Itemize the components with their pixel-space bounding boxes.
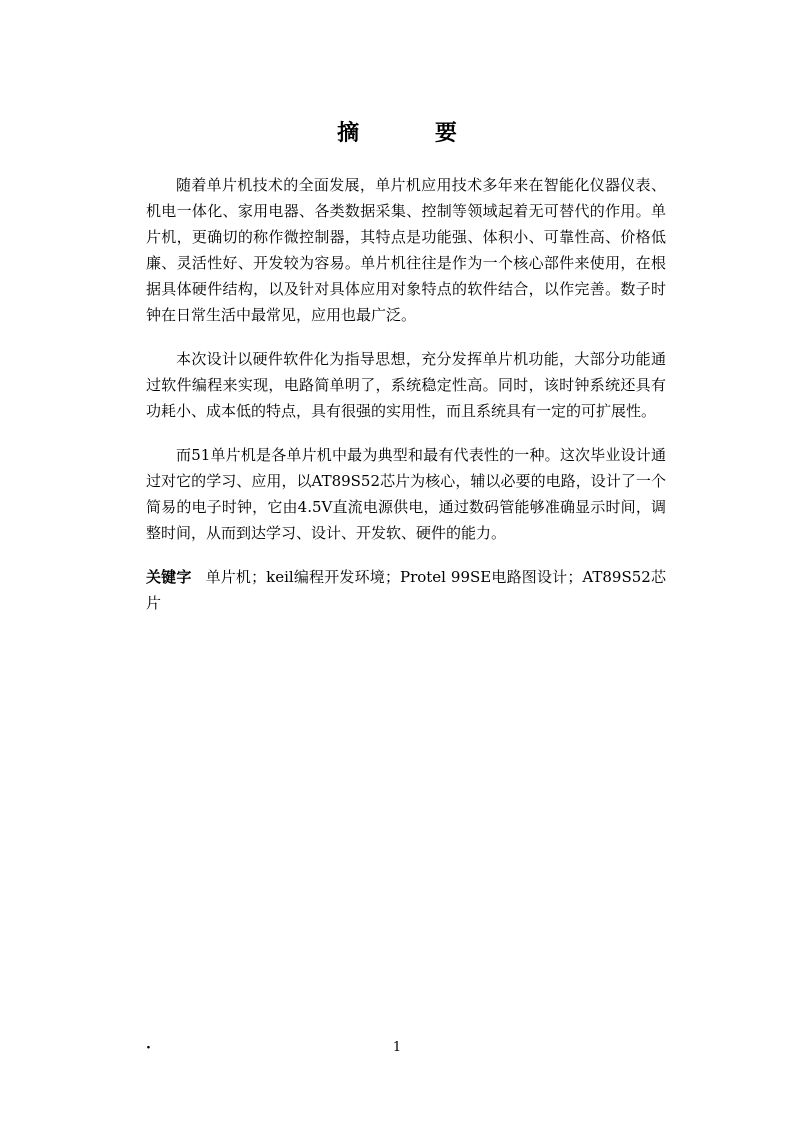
- abstract-body: [146, 172, 666, 616]
- footer-dot: ·: [146, 1040, 151, 1056]
- paragraph-3: 而51单片机是各单片机中最为典型和最有代表性的一种。这次毕业设计通过对它的学习、应用，以AT89S52芯片为核心，辅以必要的电路，设计了一个简易的电子时钟，它由4.5V直流电源供电，通过数码管能够准确显示时间，调整时间，从而到达学习、设计、开发软、硬件的能力。: [146, 446, 666, 542]
- keywords-label: 关键字: [146, 568, 192, 586]
- paragraph-2: 本次设计以硬件软件化为指导思想，充分发挥单片机功能，大部分功能通过软件编程来实现，电路简单明了，系统稳定性高。同时，该时钟系统还具有功耗小、成本低的特点，具有很强的实用性，而且系统具有一定的可扩展性。: [146, 350, 666, 420]
- paragraph-1: 随着单片机技术的全面发展，单片机应用技术多年来在智能化仪器仪表、机电一体化、家用电器、各类数据采集、控制等领域起着无可替代的作用。单片机，更确切的称作微控制器，其特点是功能强、体积小、可靠性高、价格低廉、灵活性好、开发较为容易。单片机往往是作为一个核心部件来使用，在根据具体硬件结构，以及针对具体应用对象特点的软件结合，以作完善。数子时钟在日常生活中最常见，应用也最广泛。: [146, 176, 666, 324]
- page-number: 1: [392, 1040, 402, 1055]
- keywords-text: 单片机；keil编程开发环境；Protel 99SE电路图设计；AT89S52芯片: [146, 568, 666, 612]
- page-title: 摘 要: [337, 121, 491, 146]
- keywords-line: [146, 564, 666, 616]
